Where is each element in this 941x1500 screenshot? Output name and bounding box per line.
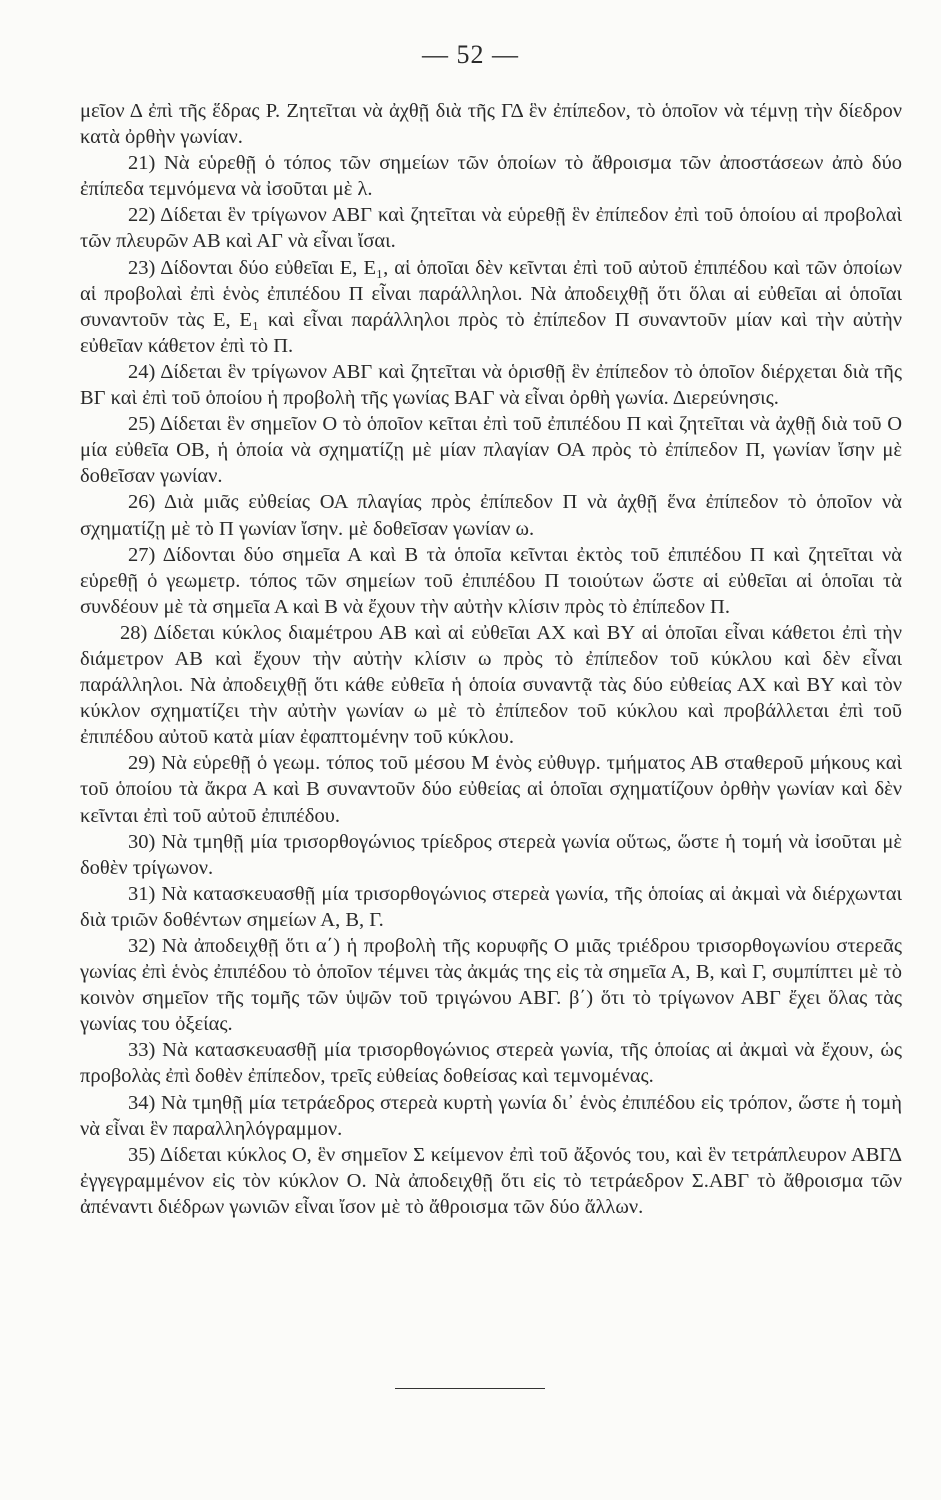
exercise-paragraph: 22) Δίδεται ἓν τρίγωνον ΑΒΓ καὶ ζητεῖται νὰ εὑρεθῇ ἓν ἐπίπεδον ἐπὶ τοῦ ὁποίου αἱ προβολαὶ τῶν πλευρῶν ΑΒ καὶ ΑΓ νὰ εἶναι ἴσαι.: [80, 204, 902, 253]
exercise-paragraph: 26) Διὰ μιᾶς εὐθείας ΟΑ πλαγίας πρὸς ἐπίπεδον Π νὰ ἀχθῇ ἕνα ἐπίπεδον τὸ ὁποῖον νὰ σχηματίζῃ μὲ τὸ Π γωνίαν ἴσην. μὲ δοθεῖσαν γωνίαν ω.: [80, 491, 902, 540]
exercise-paragraph: 24) Δίδεται ἓν τρίγωνον ΑΒΓ καὶ ζητεῖται νὰ ὁρισθῇ ἓν ἐπίπεδον τὸ ὁποῖον διέρχεται διὰ τῆς ΒΓ καὶ ἐπὶ τοῦ ὁποίου ἡ προβολὴ τῆς γωνίας ΒΑΓ νὰ εἶναι ὀρθὴ γωνία. Διερεύνησις.: [80, 360, 902, 410]
exercise-paragraph: 31) Νὰ κατασκευασθῇ μία τρισορθογώνιος στερεὰ γωνία, τῆς ὁποίας αἱ ἀκμαὶ νὰ διέρχωνται διὰ τριῶν δοθέντων σημείων Α, Β, Γ.: [80, 882, 902, 931]
exercise-paragraph: 29) Νὰ εὑρεθῇ ὁ γεωμ. τόπος τοῦ μέσου Μ ἑνὸς εὐθυγρ. τμήματος ΑΒ σταθεροῦ μήκους καὶ τοῦ ὁποίου τὰ ἄκρα Α καὶ Β συναντοῦν δύο εὐθείας αἱ ὁποῖαι σχηματίζουν ὀρθὴν γωνίαν καὶ δὲν κεῖνται ἐπὶ τοῦ αὐτοῦ ἐπιπέδου.: [80, 752, 902, 827]
page-number: — 52 —: [422, 40, 519, 69]
exercise-paragraph: 33) Νὰ κατασκευασθῇ μία τρισορθογώνιος στερεὰ γωνία, τῆς ὁποίας αἱ ἀκμαὶ νὰ ἔχουν, ὡς προβολὰς ἐπὶ δοθὲν ἐπίπεδον, τρεῖς εὐθείας δοθείσας καὶ τεμνομένας.: [80, 1039, 902, 1088]
exercise-paragraph: 28) Δίδεται κύκλος διαμέτρου ΑΒ καὶ αἱ εὐθεῖαι ΑΧ καὶ ΒΥ αἱ ὁποῖαι εἶναι κάθετοι ἐπὶ τὴν διάμετρον ΑΒ καὶ ἔχουν τὴν αὐτὴν κλίσιν ω πρὸς τὸ ἐπίπεδον τοῦ κύκλου καὶ δὲν εἶναι παράλληλοι. Νὰ ἀποδειχθῇ ὅτι κάθε εὐθεῖα ἡ ὁποία συναντᾷ τὰς δύο εὐθείας ΑΧ καὶ ΒΥ καὶ τὸν κύκλον σχηματίζει τὴν αὐτὴν γωνίαν ω μὲ τὸ ἐπίπεδον τοῦ κύκλου καὶ προβάλλεται ἐπὶ τοῦ ἐπιπέδου αὐτοῦ κατὰ μίαν ἐφαπτομένην τοῦ κύκλου.: [80, 621, 902, 749]
exercise-paragraph: 32) Νὰ ἀποδειχθῇ ὅτι α΄) ἡ προβολὴ τῆς κορυφῆς Ο μιᾶς τριέδρου τρισορθογωνίου στερεᾶς γωνίας ἐπὶ ἑνὸς ἐπιπέδου τὸ ὁποῖον τέμνει τὰς ἀκμάς της εἰς τὰ σημεῖα Α, Β, καὶ Γ, συμπίπτει μὲ τὸ κοινὸν σημεῖον τῆς τομῆς τῶν ὑψῶν τοῦ τριγώνου ΑΒΓ. β΄) ὅτι τὸ τρίγωνον ΑΒΓ ἔχει ὅλας τὰς γωνίας του ὀξείας.: [80, 935, 902, 1036]
end-divider: [395, 1388, 545, 1389]
exercise-paragraph: 21) Νὰ εὑρεθῇ ὁ τόπος τῶν σημείων τῶν ὁποίων τὸ ἄθροισμα τῶν ἀποστάσεων ἀπὸ δύο ἐπίπεδα τεμνόμενα νὰ ἰσοῦται μὲ λ.: [80, 152, 902, 201]
exercise-paragraph: 23) Δίδονται δύο εὐθεῖαι Ε, Ε₁, αἱ ὁποῖαι δὲν κεῖνται ἐπὶ τοῦ αὐτοῦ ἐπιπέδου καὶ τῶν ὁποίων αἱ προβολαὶ ἐπὶ ἑνὸς ἐπιπέδου Π εἶναι παράλληλοι. Νὰ ἀποδειχθῇ ὅτι ὅλαι αἱ εὐθεῖαι αἱ ὁποῖαι συναντοῦν τὰς Ε, Ε₁ καὶ εἶναι παράλληλοι πρὸς τὸ ἐπίπεδον Π συναντοῦν μίαν καὶ τὴν αὐτὴν εὐθεῖαν κάθετον ἐπὶ τὸ Π.: [80, 256, 902, 357]
body-text: [80, 98, 902, 1220]
continued-paragraph: μεῖον Δ ἐπὶ τῆς ἕδρας Ρ. Ζητεῖται νὰ ἀχθῇ διὰ τῆς ΓΔ ἓν ἐπίπεδον, τὸ ὁποῖον νὰ τέμνῃ τὴν δίεδρον κατὰ ὀρθὴν γωνίαν.: [80, 100, 902, 149]
exercise-paragraph: 27) Δίδονται δύο σημεῖα Α καὶ Β τὰ ὁποῖα κεῖνται ἐκτὸς τοῦ ἐπιπέδου Π καὶ ζητεῖται νὰ εὑρεθῇ ὁ γεωμετρ. τόπος τῶν σημείων τοῦ ἐπιπέδου Π τοιούτων ὥστε αἱ εὐθεῖαι αἱ ὁποῖαι τὰ συνδέουν μὲ τὰ σημεῖα Α καὶ Β νὰ ἔχουν τὴν αὐτὴν κλίσιν πρὸς τὸ ἐπίπεδον Π.: [80, 543, 902, 618]
exercise-paragraph: 30) Νὰ τμηθῇ μία τρισορθογώνιος τρίεδρος στερεὰ γωνία οὕτως, ὥστε ἡ τομή νὰ ἰσοῦται μὲ δοθὲν τρίγωνον.: [80, 830, 902, 879]
exercise-paragraph: 35) Δίδεται κύκλος Ο, ἓν σημεῖον Σ κείμενον ἐπὶ τοῦ ἄξονός του, καὶ ἓν τετράπλευρον ΑΒΓΔ ἐγγεγραμμένον εἰς τὸν κύκλον Ο. Νὰ ἀποδειχθῇ ὅτι εἰς τὸ τετράεδρον Σ.ΑΒΓ τὸ ἄθροισμα τῶν ἀπέναντι διέδρων γωνιῶν εἶναι ἴσον μὲ τὸ ἄθροισμα τῶν δύο ἄλλων.: [80, 1143, 902, 1218]
exercise-paragraph: 25) Δίδεται ἓν σημεῖον Ο τὸ ὁποῖον κεῖται ἐπὶ τοῦ ἐπιπέδου Π καὶ ζητεῖται νὰ ἀχθῇ διὰ τοῦ Ο μία εὐθεῖα ΟΒ, ἡ ὁποία νὰ σχηματίζῃ μὲ μίαν πλαγίαν ΟΑ πρὸς τὸ ἐπίπεδον Π, γωνίαν ἴσην μὲ δοθεῖσαν γωνίαν.: [80, 413, 902, 488]
exercise-paragraph: 34) Νὰ τμηθῇ μία τετράεδρος στερεὰ κυρτὴ γωνία δι᾽ ἑνὸς ἐπιπέδου εἰς τρόπον, ὥστε ἡ τομὴ νὰ εἶναι ἓν παραλληλόγραμμον.: [80, 1091, 902, 1140]
